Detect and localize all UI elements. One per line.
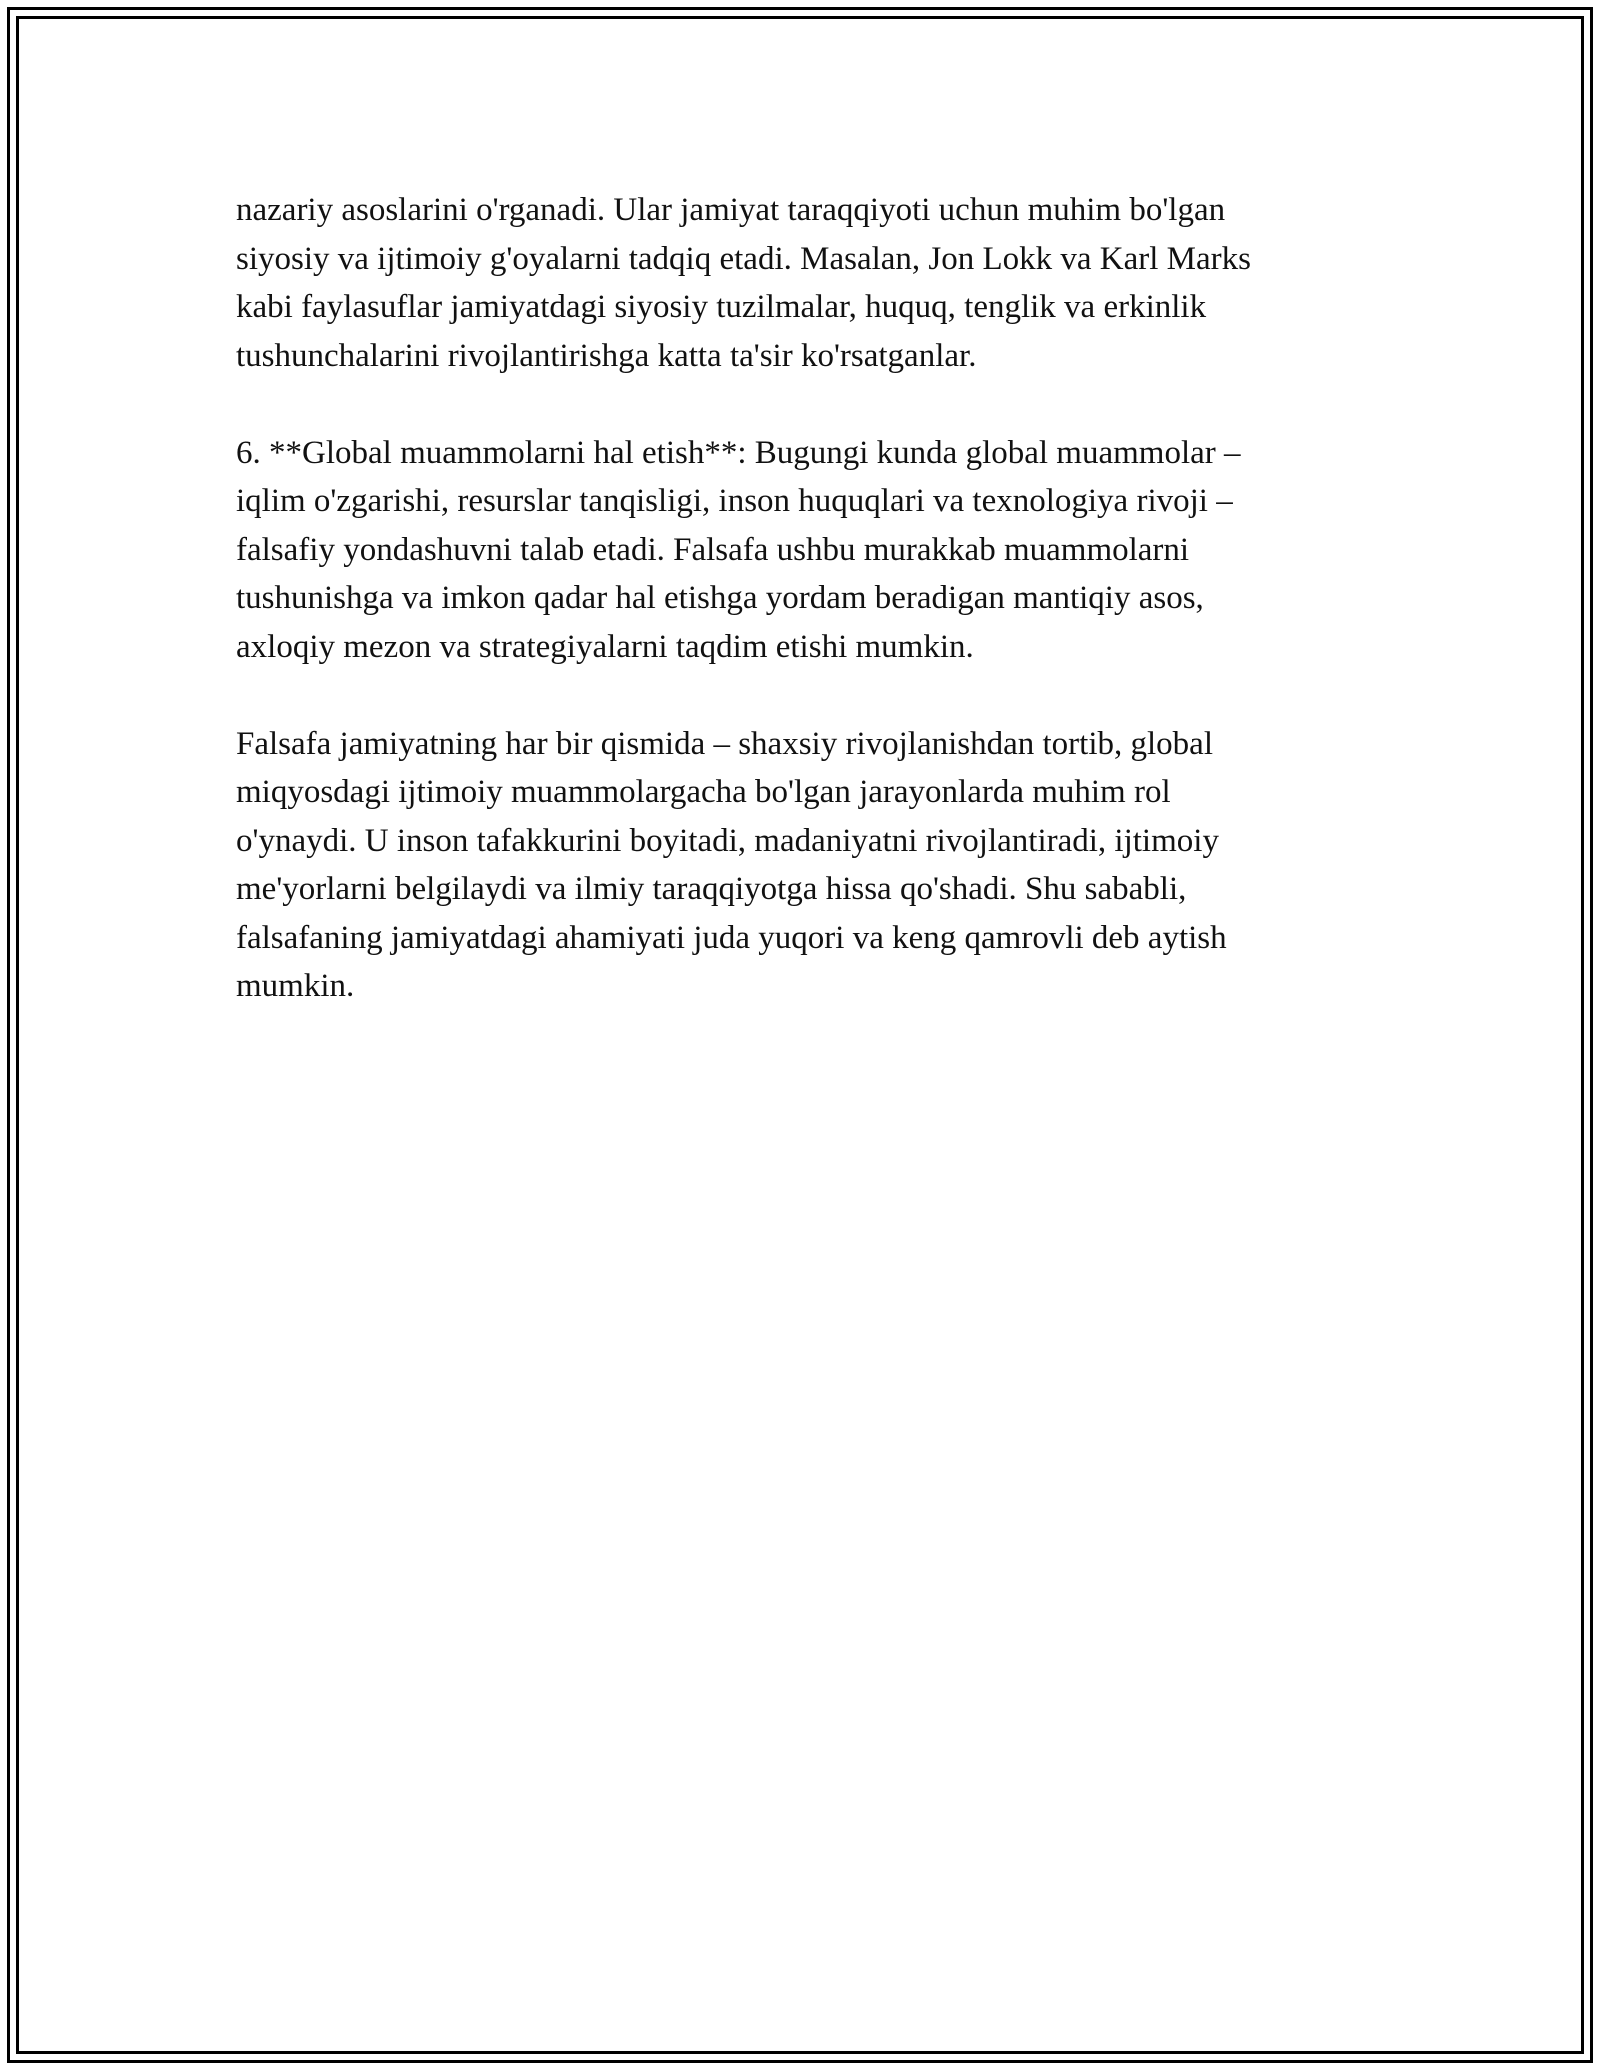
paragraph-conclusion: Falsafa jamiyatning har bir qismida – shaxsiy rivojlanishdan tortib, global miqyosdagi ijtimoiy muammolargacha bo'lgan jarayonlarda muhim rol o'ynaydi. U inson tafakkurini boyitadi, madaniyatni rivojlantiradi, ijtimoiy me'yorlarni belgilaydi va ilmiy taraqqiyotga hissa qo'shadi. Shu sababli, falsafaning jamiyatdagi ahamiyati juda yuqori va keng qamrovli deb aytish mumkin. xyxy=(236,725,1227,1004)
paragraph-global-problems: 6. **Global muammolarni hal etish**: Bugungi kunda global muammolar – iqlim o'zgarishi, resurslar tanqisligi, inson huquqlari va texnologiya rivoji – falsafiy yondashuvni talab etadi. Falsafa ushbu murakkab muammolarni tushunishga va imkon qadar hal etishga yordam beradigan mantiqiy asos, axloqiy mezon va strategiyalarni taqdim etishi mumkin. xyxy=(236,434,1241,665)
paragraph-continuation: nazariy asoslarini o'rganadi. Ular jamiyat taraqqiyoti uchun muhim bo'lgan siyosiy va ijtimoiy g'oyalarni tadqiq etadi. Masalan, Jon Lokk va Karl Marks kabi faylasuflar jamiyatdagi siyosiy tuzilmalar, huquq, tenglik va erkinlik tushunchalarini rivojlantirishga katta ta'sir ko'rsatganlar. xyxy=(236,192,1252,374)
document-body xyxy=(236,186,1376,1059)
